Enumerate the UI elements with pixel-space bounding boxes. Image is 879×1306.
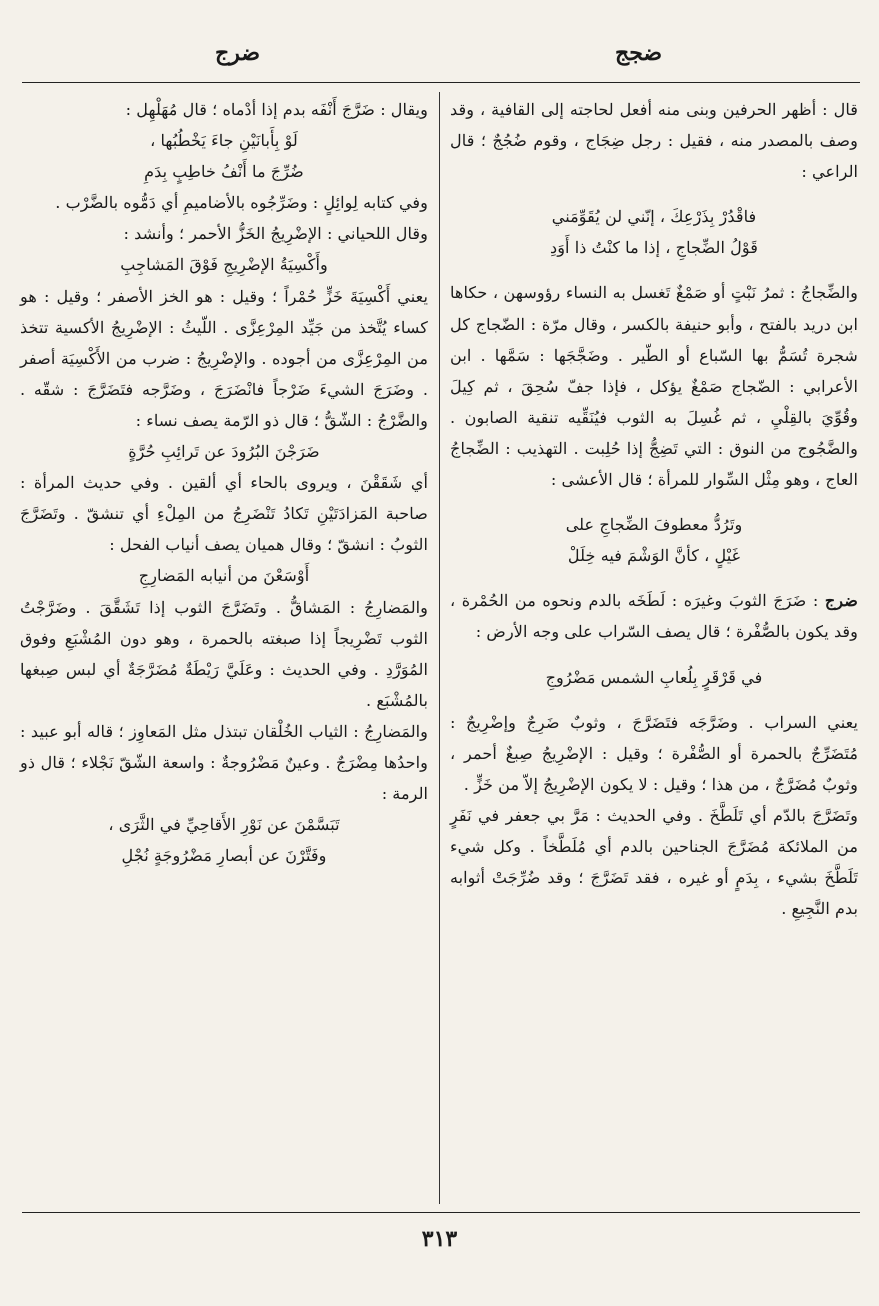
verse-line: غَيْلٍ ، كأنَّ الوَشْمَ فيه خِلَلْ [567,546,741,566]
entry-text: : ضَرَجَ الثوبَ وغيرَه : لَطَخَه بالدم ونحوه من الحُمْرة ، وقد يكون بالصُّفْرة ؛ قال يصف السّراب على وجه الأرض : [450,591,858,642]
left-headword: ضرج [215,40,261,66]
verse-line: ضُرِّجَ ما أَنْفُ خاطِبٍ بِدَمِ [144,162,304,182]
column-divider [439,92,440,1204]
page-number: ٣١٣ [421,1226,458,1252]
paragraph: والمَضارِجُ : الثياب الخُلْقان تبتذل مثل المَعاوِز ؛ قاله أبو عبيد : واحدُها مِضْرَجٌ . وعينٌ مَضْرُوجةٌ : واسعة الشّقّ نَجْلاء ؛ قال ذو الرمة : [20,721,428,804]
paragraph: قال : أظهر الحرفين وبنى منه أفعل لحاجته إلى القافية ، وقد وصف بالمصدر منه ، فقيل : رجل ضِجَاج ، وقوم ضُجُجٌ ؛ قال الراعي : [450,100,858,182]
verse-line: تَبَسَّمْنَ عن نَوْرِ الأَقاحِيِّ في الثَّرَى ، [108,815,340,835]
verse-line: ضَرَجْنَ البُرُودَ عن تَرائِبِ حُرَّةٍ [128,442,320,462]
left-column [20,94,428,871]
right-column [450,94,858,924]
verse-line: لَوْ بِأَبانَيْنِ جاءَ يَخْطُبُها ، [150,131,298,151]
entry-paragraph [450,585,858,647]
page-header [0,40,879,80]
verse-line: قَوْلُ الضِّجاجِ ، إذا ما كنْتُ ذا أَوَدِ [550,238,758,258]
paragraph: أي شَقَقْنَ ، ويروى بالحاء أي ألقين . وفي حديث المرأة : صاحبة المَزادَتَيْنِ تَكادُ تَنْضَرِجُ من المِلْءِ أي تنشقّ . وتَضَرَّجَ الثوبُ : انشقّ ؛ وقال هميان يصف أنياب الفحل : [20,473,428,555]
top-rule [22,82,860,83]
bottom-rule [22,1212,860,1213]
verse-line: وأَكْسِيَةُ الإضْرِيجِ فَوْقَ المَشاجِبِ [120,255,328,275]
paragraph: يعني أَكْسِيَةَ خَزٍّ حُمْراً ؛ وقيل : هو الخز الأصفر ؛ وقيل : هو كساء يُتَّخذ من جَيِّد المِرْعِزَّى . اللّيثُ : الإضْرِيجُ الأكسية تتخذ من المِرْعِزَّى من أجوده . والإضْرِيجُ : ضرب من الأَكْسِيَة أصفر . وضَرَجَ الشيءَ ضَرْجاً فانْضَرَجَ ، وضَرَّجه فتَضَرَّجَ : شقّه . والضَّرْجُ : الشّقُّ ؛ قال ذو الرّمة يصف نساء : [20,286,428,430]
paragraph: يعني السراب . وضَرَّجَه فتَضَرَّجَ ، وثوبٌ ضَرِجٌ وإضْرِيجٌ : مُتَضَرِّجٌ بالحمرة أو الصُّفْرة ؛ وقيل : الإضْرِيجُ صِبغٌ أحمر ، وثوبٌ مُضَرَّجٌ ، من هذا ؛ وقيل : لا يكون الإضْرِيجُ إلاّ من خَزٍّ . [450,712,858,794]
right-headword: ضجج [615,40,663,66]
paragraph: وقال اللحياني : الإضْرِيجُ الخَزُّ الأحمر ؛ وأنشد : [123,224,428,244]
verse-line: فاقْدُرْ بِذَرْعِكَ ، إنّني لن يُقَوِّمَني [551,207,757,227]
paragraph: والضِّجاجُ : ثمرُ نَبْتٍ أو صَمْغٌ تَغسل به النساء رؤوسهن ، حكاها ابن دريد بالفتح ، وأبو حنيفة بالكسر ، وقال مرّة : الضّجاج كل شجرة تُسَمُّ بها السّباع أو الطّير . وضَجَّجَها : سَمَّها . ابن الأعرابي : الضّجاج صَمْغٌ يؤكل ، فإذا جفّ سُحِقَ ، ثم كِيلَ وقُوِّيَ بالقِلْيِ ، ثم غُسِلَ به الثوب فيُنَقِّيه تنقية الصابون . والضَّجُوج من النوق : التي تَضِجُّ إذا حُلِبت . التهذيب : الضِّجاجُ العاج ، وهو مِثْل السِّوار للمرأة ؛ قال الأعشى : [450,283,858,490]
paragraph: وتَضَرَّجَ بالدّم أي تَلَطَّخَ . وفي الحديث : مَرَّ بي جعفر في نَفَرٍ من الملائكة مُضَرَّجَ الجناحين بالدم أي مُلَطَّخاً . وكل شيء تَلَطَّخَ بشيء ، بِدَمٍ أو غيره ، فقد تَضَرَّجَ ؛ وقد ضُرِّجَتْ أثوابه بدم النَّجِيعِ . [450,805,858,919]
entry-headword: ضرج [824,591,858,611]
verse-line: في قَرْقَرٍ بِلُعابِ الشمس مَضْرُوجِ [545,667,763,687]
verse-line: وتَرُدُّ معطوفَ الضِّجاجِ على [565,515,743,535]
verse-line: أَوْسَعْنَ من أنيابه المَضارِجِ [138,566,310,586]
paragraph: ويقال : ضَرَّجَ أَنْفَه بدم إذا أدْماه ؛ قال مُهَلْهِل : [125,100,428,119]
paragraph: وفي كتابه لِوائِلٍ : وضَرِّجُوه بالأضاميمِ أي دَمُّوه بالضَّرْب . [55,193,428,213]
verse-line: وفَتَّرْنَ عن أبصارِ مَضْرُوجَةٍ نُجْلِ [121,846,327,866]
paragraph: والمَضارِجُ : المَشاقُّ . وتَضَرَّجَ الثوب إذا تَشَقَّقَ . وضَرَّجْتُ الثوب تَضْرِيجاً إذا صبغته بالحمرة ، وهو دون المُشْبَعِ وفوق المُوَرَّدِ . وفي الحديث : وعَلَيَّ رَيْطَةٌ مُضَرَّجَةٌ أي لبس صِبغها بالمُشْبَع . [20,597,428,710]
